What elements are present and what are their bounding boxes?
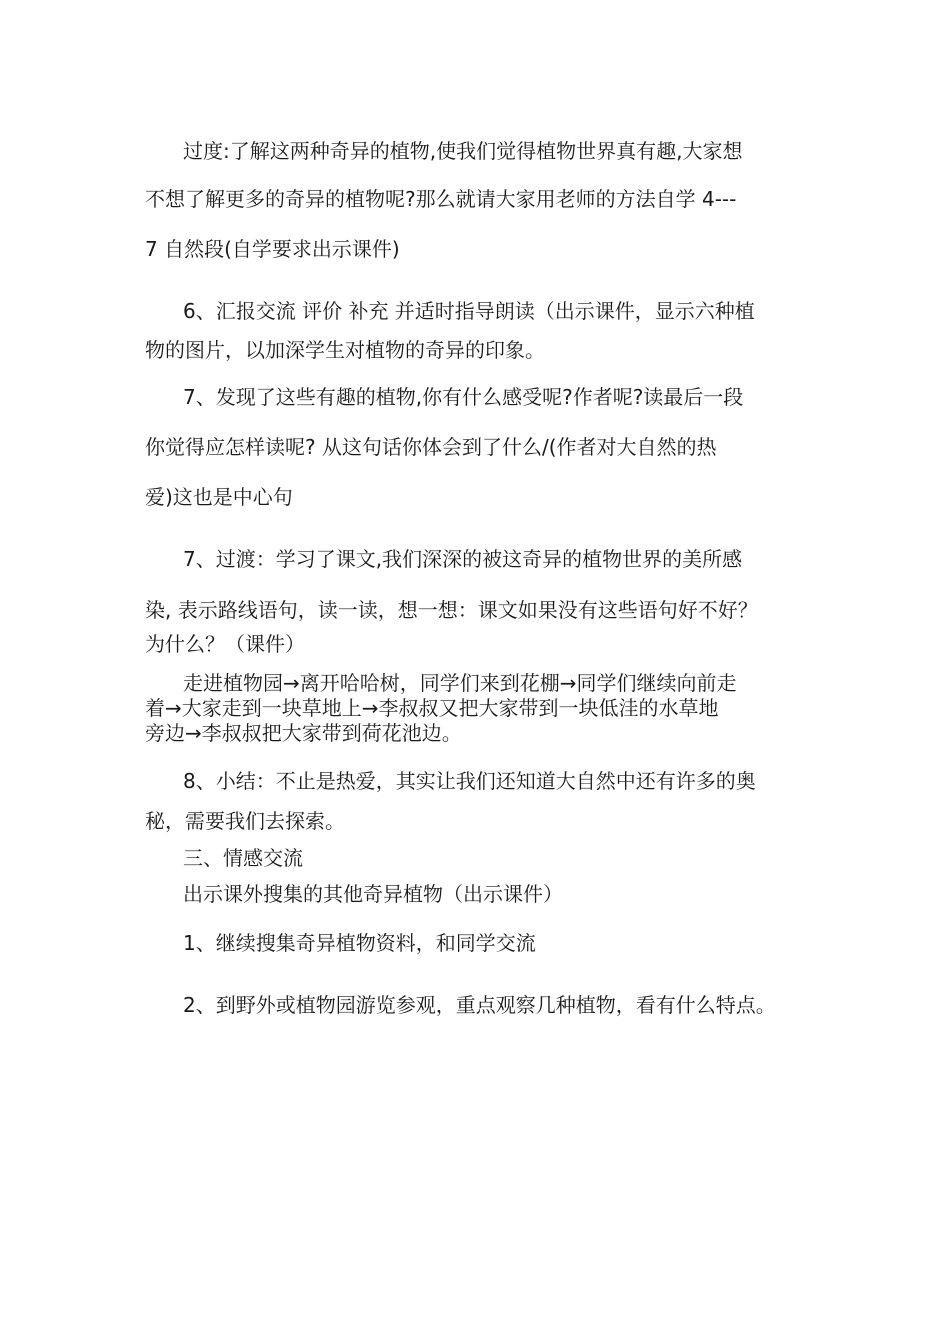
paragraph-line: 7、过渡：学习了课文,我们深深的被这奇异的植物世界的美所感	[183, 547, 743, 571]
paragraph-line: 走进植物园→离开哈哈树，同学们来到花棚→同学们继续向前走	[183, 671, 737, 695]
list-item: 1、继续搜集奇异植物资料，和同学交流	[183, 931, 536, 955]
paragraph-line: 秘，需要我们去探索。	[145, 809, 345, 833]
paragraph-line: 不想了解更多的奇异的植物呢?那么就请大家用老师的方法自学 4---	[145, 187, 737, 211]
paragraph-line: 着→大家走到一块草地上→李叔叔又把大家带到一块低洼的水草地	[145, 696, 719, 720]
paragraph-line: 旁边→李叔叔把大家带到荷花池边。	[145, 721, 462, 745]
paragraph-line: 你觉得应怎样读呢? 从这句话你体会到了什么/(作者对大自然的热	[145, 435, 717, 459]
paragraph-line: 7 自然段(自学要求出示课件)	[145, 237, 400, 261]
paragraph-line: 爱)这也是中心句	[145, 485, 293, 509]
paragraph-line: 染, 表示路线语句，读一读，想一想：课文如果没有这些语句好不好？	[145, 598, 758, 622]
paragraph-line: 为什么？（课件）	[145, 632, 305, 656]
paragraph-line: 过度:了解这两种奇异的植物,使我们觉得植物世界真有趣,大家想	[183, 139, 743, 163]
paragraph-line: 物的图片，以加深学生对植物的奇异的印象。	[145, 338, 545, 362]
paragraph-line: 6、汇报交流 评价 补充 并适时指导朗读（出示课件，显示六种植	[183, 299, 755, 323]
section-heading: 三、情感交流	[183, 846, 303, 870]
paragraph-line: 7、发现了这些有趣的植物,你有什么感受呢?作者呢?读最后一段	[183, 385, 744, 409]
paragraph-line: 8、小结：不止是热爱，其实让我们还知道大自然中还有许多的奥	[183, 769, 756, 793]
list-item: 2、到野外或植物园游览参观，重点观察几种植物，看有什么特点。	[183, 993, 776, 1017]
paragraph-line: 出示课外搜集的其他奇异植物（出示课件）	[183, 882, 563, 906]
